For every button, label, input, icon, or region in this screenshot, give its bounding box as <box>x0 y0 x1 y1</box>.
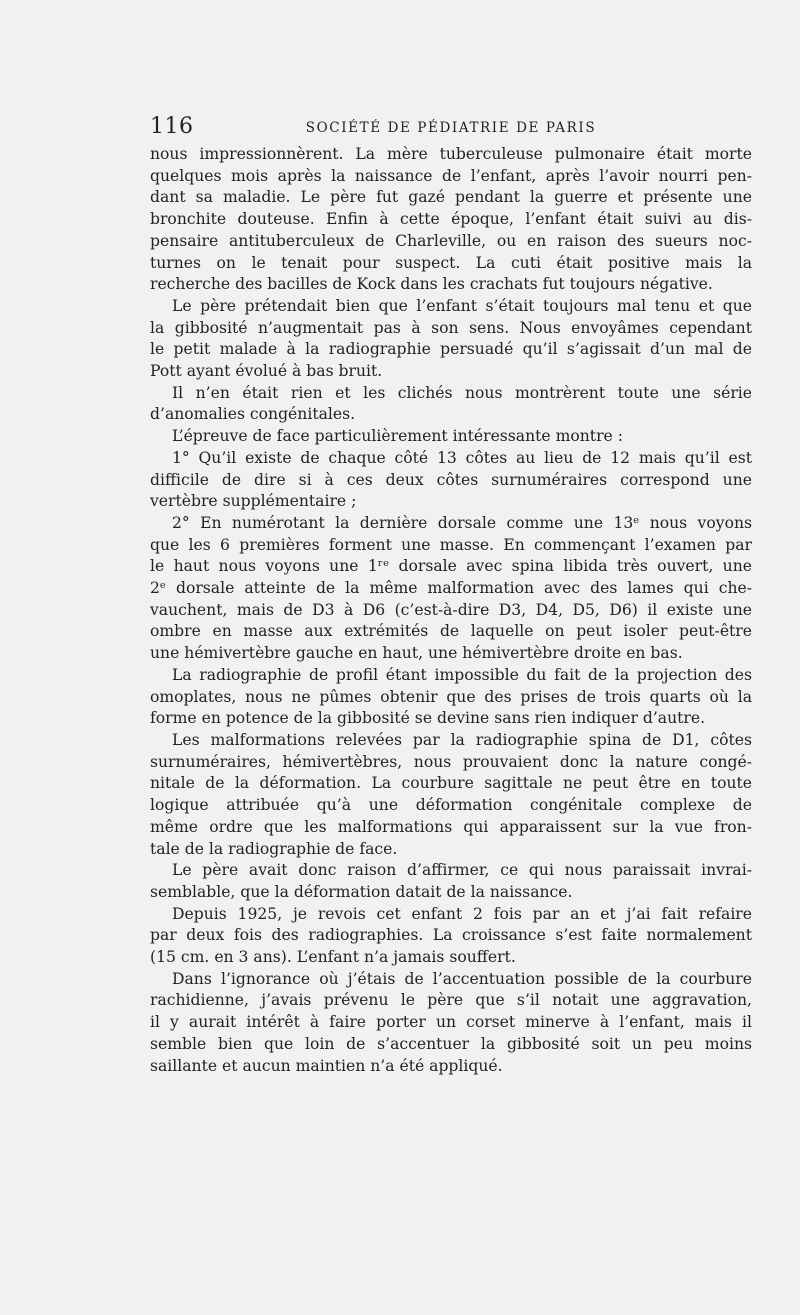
text-line: (15 cm. en 3 ans). L’enfant n’a jamais souffert. <box>150 948 516 967</box>
text-line: tale de la radiographie de face. <box>150 839 398 858</box>
text-line: vauchent, mais de D3 à D6 (c’est-à-dire D3, D4, D5, D6) il existe une <box>150 600 752 619</box>
text-line: Pott ayant évolué à bas bruit. <box>150 362 383 381</box>
text-line: semblable, que la déformation datait de la naissance. <box>150 882 573 901</box>
text-line: omoplates, nous ne pûmes obtenir que des prises de trois quarts où la <box>150 687 752 706</box>
text-line: recherche des bacilles de Kock dans les crachats fut toujours négative. <box>150 275 713 294</box>
text-line: turnes on le tenait pour suspect. La cuti était positive mais la <box>150 253 752 272</box>
paragraph <box>150 383 752 426</box>
text-line: difficile de dire si à ces deux côtes surnuméraires correspond une <box>150 470 752 489</box>
text-line: 2ᵉ dorsale atteinte de la même malformation avec des lames qui che- <box>150 579 752 598</box>
text-line: ombre en masse aux extrémités de laquelle on peut isoler peut-être <box>150 622 752 641</box>
paragraph <box>150 296 752 383</box>
text-line: dant sa maladie. Le père fut gazé pendant la guerre et présente une <box>150 188 752 207</box>
paragraph <box>150 426 752 448</box>
text-line: bronchite douteuse. Enfin à cette époque, l’enfant était suivi au dis- <box>150 210 752 229</box>
paragraph <box>150 969 752 1078</box>
text-line: quelques mois après la naissance de l’enfant, après l’avoir nourri pen- <box>150 166 752 185</box>
text-line: Dans l’ignorance où j’étais de l’accentuation possible de la courbure <box>172 969 752 988</box>
text-line: Le père prétendait bien que l’enfant s’était toujours mal tenu et que <box>172 296 752 315</box>
text-line: forme en potence de la gibbosité se devine sans rien indiquer d’autre. <box>150 709 706 728</box>
text-line: Le père avait donc raison d’affirmer, ce qui nous paraissait invrai- <box>172 861 752 880</box>
text-line: par deux fois des radiographies. La croissance s’est faite normalement <box>150 926 752 945</box>
text-line: d’anomalies congénitales. <box>150 405 356 424</box>
paragraph <box>150 904 752 969</box>
body-text <box>150 144 752 1077</box>
paragraph <box>150 665 752 730</box>
text-line: Depuis 1925, je revois cet enfant 2 fois par an et j’ai fait refaire <box>172 904 752 923</box>
text-line: que les 6 premières forment une masse. En commençant l’examen par <box>150 535 752 554</box>
running-head: SOCIÉTÉ DE PÉDIATRIE DE PARIS <box>305 120 597 136</box>
text-line: pensaire antituberculeux de Charleville, ou en raison des sueurs noc- <box>150 231 752 250</box>
text-line: une hémivertèbre gauche en haut, une hémivertèbre droite en bas. <box>150 644 683 663</box>
text-line: La radiographie de profil étant impossible du fait de la projection des <box>172 665 752 684</box>
text-line: le haut nous voyons une 1ʳᵉ dorsale avec spina libida très ouvert, une <box>150 557 752 576</box>
paragraph <box>150 144 752 296</box>
paragraph <box>150 448 752 513</box>
text-line: 2° En numérotant la dernière dorsale comme une 13ᵉ nous voyons <box>172 513 752 532</box>
text-line: logique attribuée qu’à une déformation congénitale complexe de <box>150 796 752 815</box>
text-line: semble bien que loin de s’accentuer la gibbosité soit un peu moins <box>150 1034 752 1053</box>
page-number: 116 <box>150 114 194 139</box>
text-line: nitale de la déformation. La courbure sagittale ne peut être en toute <box>150 774 752 793</box>
text-line: 1° Qu’il existe de chaque côté 13 côtes au lieu de 12 mais qu’il est <box>172 448 752 467</box>
text-line: L’épreuve de face particulièrement intéressante montre : <box>172 427 623 446</box>
text-line: Les malformations relevées par la radiographie spina de D1, côtes <box>172 730 752 749</box>
paragraph <box>150 860 752 903</box>
text-line: même ordre que les malformations qui apparaissent sur la vue fron- <box>150 817 752 836</box>
text-line: il y aurait intérêt à faire porter un corset minerve à l’enfant, mais il <box>150 1013 752 1032</box>
text-line: saillante et aucun maintien n’a été appliqué. <box>150 1056 503 1075</box>
text-line: surnuméraires, hémivertèbres, nous prouvaient donc la nature congé- <box>150 752 752 771</box>
text-line: le petit malade à la radiographie persuadé qu’il s’agissait d’un mal de <box>150 340 752 359</box>
paragraph <box>150 513 752 665</box>
paragraph <box>150 730 752 860</box>
text-line: vertèbre supplémentaire ; <box>150 492 357 511</box>
text-line: rachidienne, j’avais prévenu le père que s’il notait une aggravation, <box>150 991 752 1010</box>
text-line: Il n’en était rien et les clichés nous montrèrent toute une série <box>172 383 752 402</box>
text-line: nous impressionnèrent. La mère tuberculeuse pulmonaire était morte <box>150 145 752 163</box>
page-header <box>150 114 752 144</box>
text-line: la gibbosité n’augmentait pas à son sens. Nous envoyâmes cependant <box>150 318 752 337</box>
